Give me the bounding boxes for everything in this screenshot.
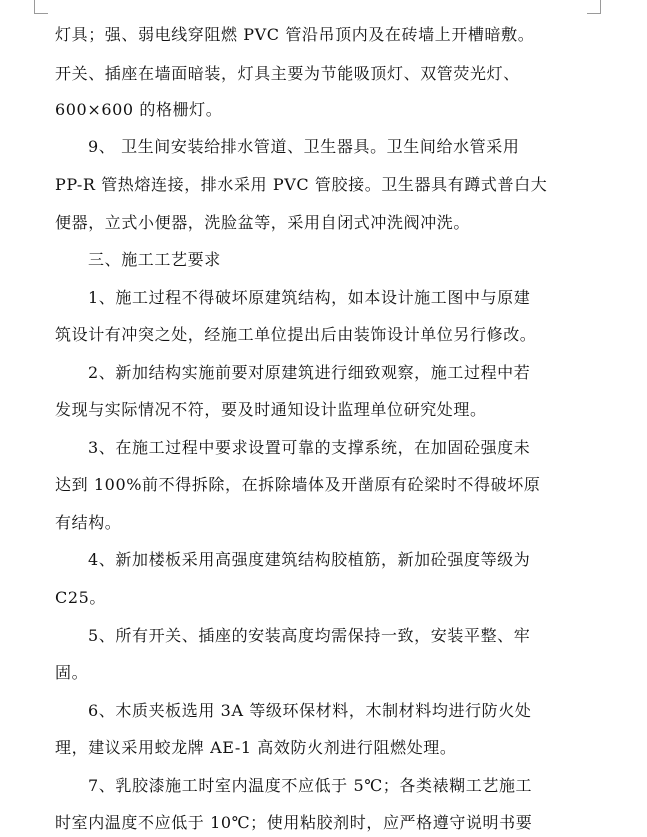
paragraph-line: 发现与实际情况不符，要及时通知设计监理单位研究处理。 (55, 400, 487, 419)
paragraph-line: 有结构。 (55, 513, 122, 532)
paragraph-line: 6、木质夹板选用 3A 等级环保材料，木制材料均进行防火处 (88, 701, 532, 720)
paragraph-line: 3、在施工过程中要求设置可靠的支撑系统，在加固砼强度未 (88, 438, 531, 457)
crop-mark-top-left (34, 0, 35, 14)
paragraph-line: 4、新加楼板采用高强度建筑结构胶植筋，新加砼强度等级为 (88, 550, 531, 569)
paragraph-line: C25。 (55, 588, 107, 607)
paragraph-line: PP-R 管热熔连接，排水采用 PVC 管胶接。卫生器具有蹲式普白大 (55, 175, 548, 194)
paragraph-line: 1、施工过程不得破坏原建筑结构，如本设计施工图中与原建 (88, 288, 531, 307)
paragraph-line: 理，建议采用蛟龙牌 AE-1 高效防火剂进行阻燃处理。 (55, 738, 457, 757)
paragraph-line: 固。 (55, 663, 89, 682)
paragraph-line: 筑设计有冲突之处，经施工单位提出后由装饰设计单位另行修改。 (55, 325, 537, 344)
paragraph-line: 9、 卫生间安装给排水管道、卫生器具。卫生间给水管采用 (88, 137, 520, 156)
paragraph-line: 时室内温度不应低于 10℃；使用粘胶剂时，应严格遵守说明书要 (55, 813, 533, 832)
section-heading: 三、施工工艺要求 (88, 250, 221, 269)
paragraph-line: 便器，立式小便器，洗脸盆等，采用自闭式冲洗阀冲洗。 (55, 213, 471, 232)
paragraph-line: 5、所有开关、插座的安装高度均需保持一致，安装平整、牢 (88, 626, 531, 645)
paragraph-line: 开关、插座在墙面暗装，灯具主要为节能吸顶灯、双管荧光灯、 (55, 64, 520, 83)
crop-mark-top-left-horizontal (34, 13, 48, 14)
paragraph-line: 灯具；强、弱电线穿阻燃 PVC 管沿吊顶内及在砖墙上开槽暗敷。 (55, 25, 535, 44)
paragraph-line: 600×600 的格栅灯。 (55, 100, 223, 119)
paragraph-line: 2、新加结构实施前要对原建筑进行细致观察，施工过程中若 (88, 363, 531, 382)
paragraph-line: 达到 100%前不得拆除，在拆除墙体及开凿原有砼梁时不得破坏原 (55, 475, 541, 494)
crop-mark-top-right (600, 0, 601, 14)
paragraph-line: 7、乳胶漆施工时室内温度不应低于 5℃；各类裱糊工艺施工 (88, 776, 533, 795)
crop-mark-top-right-horizontal (587, 13, 601, 14)
